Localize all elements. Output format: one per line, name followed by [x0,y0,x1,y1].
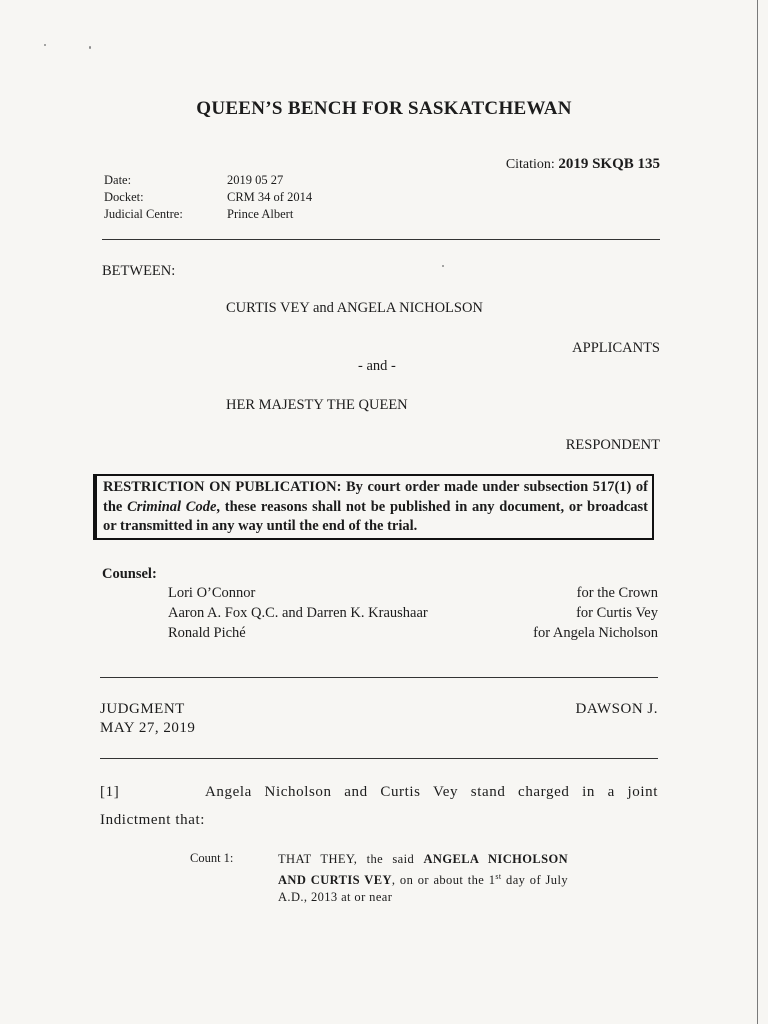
meta-value: 2019 05 27 [227,173,284,187]
judgment-date: MAY 27, 2019 [100,720,196,736]
restriction-text-end: , these reasons shall not be published in any document, or broadcast or transmitted in any way until the end of the trial. [103,498,648,534]
count-text-b: , on or about the [391,873,489,888]
respondent-role: RESPONDENT [565,437,660,453]
scan-speck [89,46,91,49]
applicants-role: APPLICANTS [572,340,660,356]
meta-row-date [104,172,312,189]
scan-speck [44,44,46,46]
counsel-name: Aaron A. Fox Q.C. and Darren K. Kraushaar [168,605,428,621]
meta-key: Docket: [104,190,144,204]
paragraph-text: Angela Nicholson and Curtis Vey stand charged in a joint Indictment that: [100,784,658,828]
meta-value: Prince Albert [227,207,294,221]
restriction-text: RESTRICTION ON PUBLICATION: By court order made under subsection 517(1) of the [103,479,648,515]
scan-margin-line [757,0,758,1024]
scan-speck [442,265,444,267]
paragraph-number: [1] [100,784,120,800]
respondent-name: HER MAJESTY THE QUEEN [226,397,408,413]
applicants-names: CURTIS VEY and ANGELA NICHOLSON [226,300,483,316]
count-day: 1 [488,873,496,888]
counsel-role: for Angela Nicholson [533,625,658,641]
count-text [278,851,568,906]
count-accused-names: ANGELA NICHOLSON AND CURTIS VEY [278,852,569,888]
count-text-c: day of July A.D., 2013 at or near [278,873,568,905]
counsel-name: Lori O’Connor [168,585,256,601]
count-text-a: THAT THEY, the said [278,852,424,866]
meta-key: Date: [104,173,132,187]
judgment-label: JUDGMENT [100,701,185,717]
count-label: Count 1: [190,851,234,865]
divider [100,758,658,759]
and-label: - and - [358,358,396,374]
between-label: BETWEEN: [102,263,176,279]
citation [506,156,660,173]
divider [102,239,660,240]
meta-key: Judicial Centre: [104,207,183,221]
counsel-role: for the Crown [576,585,658,601]
counsel-role: for Curtis Vey [576,605,658,621]
restriction-italic: Criminal Code [127,498,217,515]
judge-name: DAWSON J. [575,701,658,717]
divider [100,677,658,678]
case-metadata [104,172,312,223]
court-title: QUEEN’S BENCH FOR SASKATCHEWAN [196,98,572,119]
meta-row-judicial-centre [104,206,312,223]
counsel-label: Counsel: [102,566,157,582]
count-day-suffix: st [495,872,502,881]
paragraph-1 [100,778,658,834]
citation-value: 2019 SKQB 135 [558,156,660,172]
meta-value: CRM 34 of 2014 [227,190,313,204]
publication-restriction-box [93,474,654,540]
counsel-name: Ronald Piché [168,625,246,641]
meta-row-docket [104,189,312,206]
citation-label: Citation: [505,157,555,172]
